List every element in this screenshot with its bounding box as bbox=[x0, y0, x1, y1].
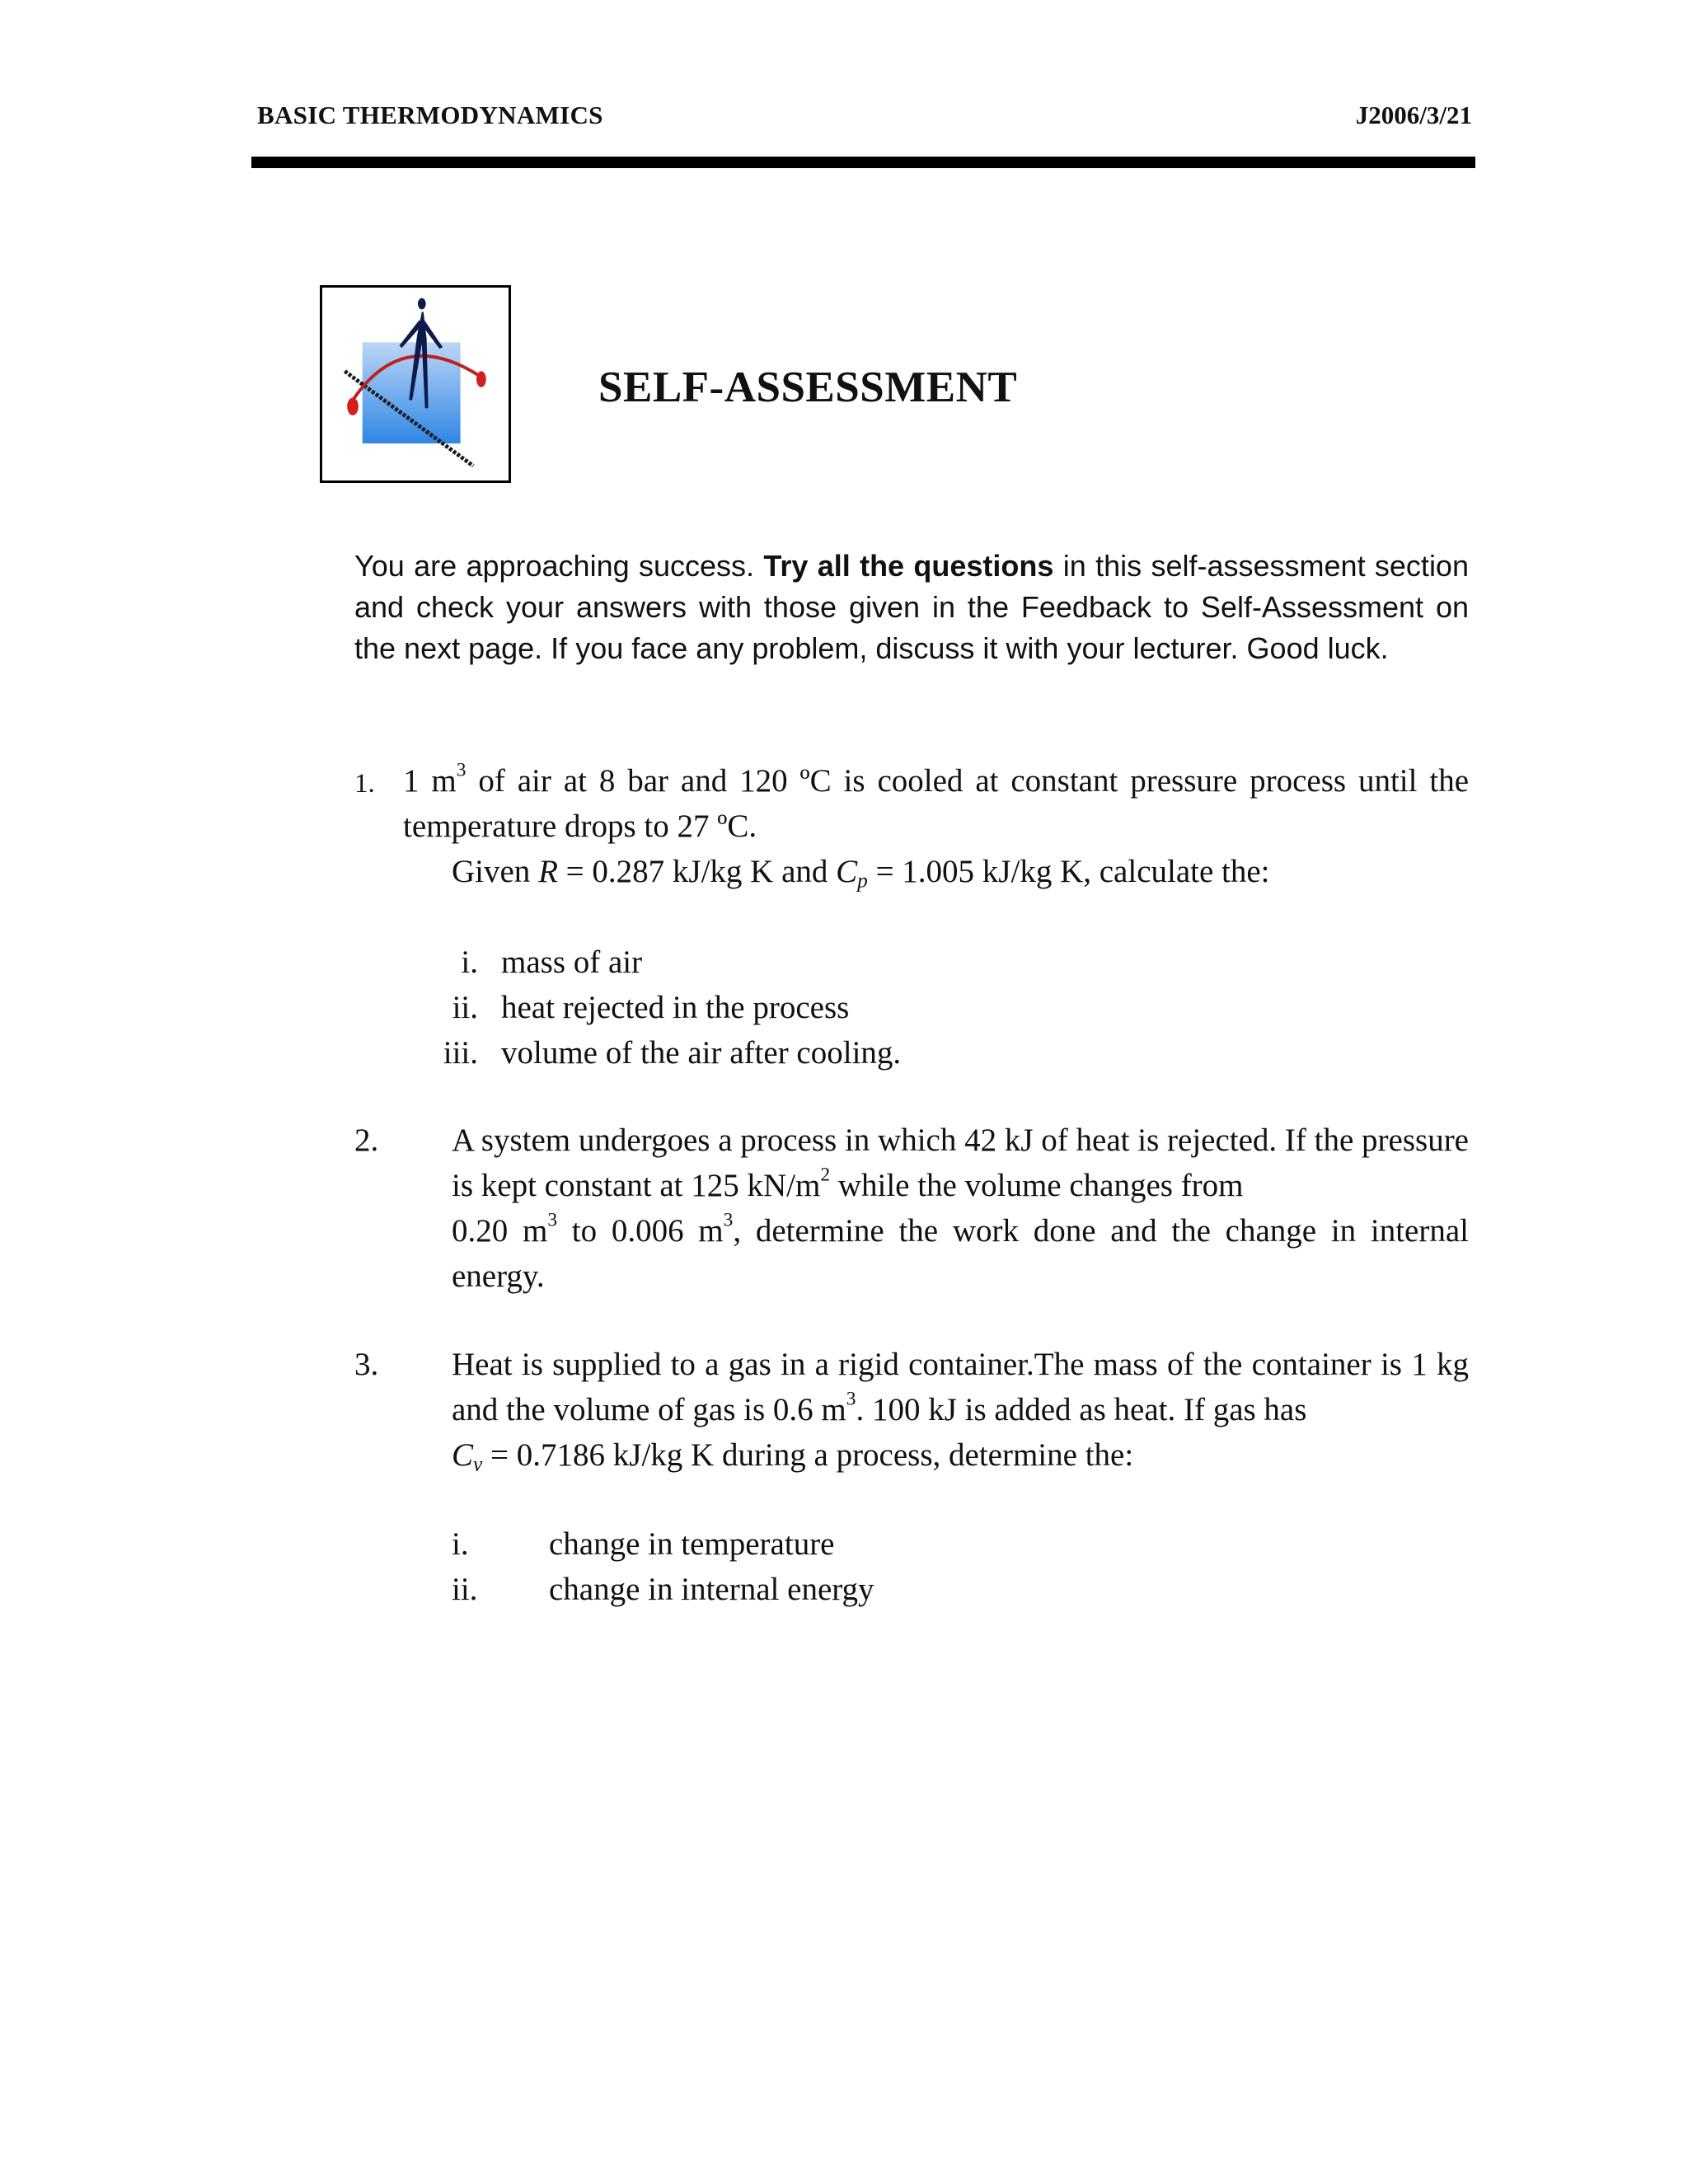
list-item bbox=[412, 940, 989, 985]
q1-given-r: R bbox=[538, 854, 558, 889]
intro-text-end: in this self-assessment section and check your answers with those given in the Feedback to Self-Assessment on the next page. If you face any problem, discuss it with your lecturer. Good luck. bbox=[354, 549, 1469, 665]
subitem-number: i. bbox=[452, 1526, 469, 1562]
intro-text-start: You are approaching success. bbox=[354, 549, 754, 583]
q2-line-group-1 bbox=[452, 1118, 1469, 1208]
question-2-text bbox=[452, 1118, 1469, 1299]
list-item bbox=[452, 1567, 1029, 1612]
list-item bbox=[452, 1521, 1029, 1567]
q2-text-c: 0.20 m bbox=[452, 1213, 548, 1249]
q1-text-b: of air at 8 bar and 120 ºC is cooled at constant pressure process until the temperature drops to 27 ºC. bbox=[403, 763, 1470, 844]
subitem-number: iii. bbox=[443, 1035, 478, 1071]
tightrope-walker-icon bbox=[322, 288, 509, 480]
question-1-given bbox=[452, 849, 1270, 894]
q2-line-group-2 bbox=[452, 1208, 1469, 1299]
question-3-text bbox=[452, 1342, 1469, 1478]
q3-text-c: = 0.7186 kJ/kg K during a process, determine the: bbox=[482, 1437, 1134, 1473]
intro-emphasis: Try all the questions bbox=[763, 549, 1054, 583]
q2-text-e: , determine the work done and the change in internal energy. bbox=[452, 1213, 1470, 1294]
question-3-number: 3. bbox=[354, 1347, 379, 1382]
subitem-number: ii. bbox=[452, 990, 478, 1025]
list-item bbox=[412, 985, 989, 1030]
q3-line-group-2 bbox=[452, 1432, 1469, 1478]
intro-paragraph bbox=[354, 546, 1469, 669]
subitem-text: heat rejected in the process bbox=[501, 990, 850, 1025]
q3-cv-symbol: C bbox=[452, 1437, 474, 1473]
section-title: SELF-ASSESSMENT bbox=[598, 363, 1018, 411]
subitem-number: ii. bbox=[452, 1572, 478, 1607]
header-page-code: J2006/3/21 bbox=[1355, 101, 1472, 129]
q2-sup-a: 2 bbox=[820, 1164, 831, 1186]
subitem-text: change in temperature bbox=[549, 1526, 835, 1562]
q1-sup: 3 bbox=[456, 759, 467, 781]
q1-given-b: = 0.287 kJ/kg K and bbox=[557, 854, 837, 889]
q2-sup-d: 3 bbox=[723, 1209, 734, 1231]
q2-text-a: A system undergoes a process in which 42 kJ of heat is rejected. If the pressure is kept constant at 125 kN/m bbox=[452, 1122, 1469, 1203]
q2-sup-c: 3 bbox=[547, 1209, 558, 1231]
q1-given-a: Given bbox=[452, 854, 539, 889]
self-assessment-logo bbox=[320, 285, 511, 483]
q1-given-c-text: = 1.005 kJ/kg K, calculate the: bbox=[867, 854, 1270, 889]
q3-text-a: Heat is supplied to a gas in a rigid container.The mass of the container is 1 kg and the volume of gas is 0.6 m bbox=[452, 1347, 1469, 1427]
q2-text-b: while the volume changes from bbox=[830, 1168, 1244, 1203]
question-2-number: 2. bbox=[354, 1122, 379, 1158]
question-1-number: 1. bbox=[354, 769, 375, 799]
q3-line-group-1 bbox=[452, 1342, 1469, 1432]
list-item bbox=[412, 1030, 989, 1076]
subitem-text: volume of the air after cooling. bbox=[501, 1035, 902, 1071]
question-1-subitems bbox=[412, 940, 989, 1076]
header-rule bbox=[251, 157, 1475, 168]
q1-given-sub: p bbox=[857, 869, 868, 893]
q3-text-b: . 100 kJ is added as heat. If gas has bbox=[856, 1392, 1307, 1427]
q1-given-c: C bbox=[836, 854, 858, 889]
question-3-subitems bbox=[452, 1521, 1029, 1612]
q1-text-a: 1 m bbox=[403, 763, 457, 799]
subitem-number: i. bbox=[461, 944, 478, 980]
header-course-title: BASIC THERMODYNAMICS bbox=[257, 101, 603, 129]
subitem-text: mass of air bbox=[501, 944, 643, 980]
q2-text-d: to 0.006 m bbox=[557, 1213, 724, 1249]
q3-sup: 3 bbox=[846, 1388, 856, 1410]
subitem-text: change in internal energy bbox=[549, 1572, 874, 1607]
question-1-text bbox=[403, 758, 1469, 849]
q3-cv-sub: v bbox=[473, 1452, 483, 1476]
